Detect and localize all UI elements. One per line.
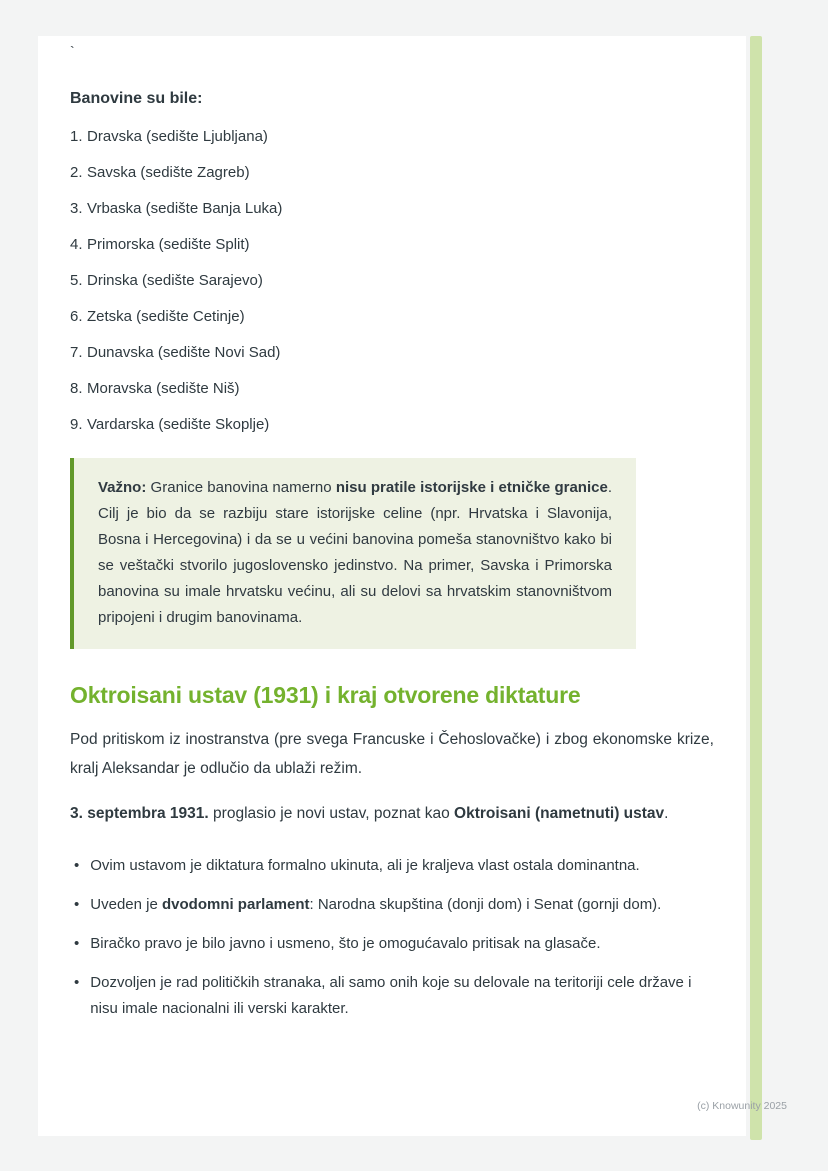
paragraph: Pod pritiskom iz inostranstva (pre svega Francuske i Čehoslovačke) i zbog ekonomske krize, kralj Aleksandar je odlučio da ublaži režim. — [70, 730, 714, 777]
bullet-item — [70, 892, 706, 917]
list-item — [70, 236, 714, 253]
item-number: 8. — [70, 380, 83, 397]
stray-backtick-character: ` — [70, 43, 75, 59]
document-page-card — [38, 36, 746, 1136]
paragraph-text: 3. septembra 1931. proglasio je novi ustav, poznat kao Oktroisani (nametnuti) ustav. — [70, 805, 669, 823]
list-item — [70, 128, 714, 145]
bullet-icon: • — [74, 935, 80, 953]
item-number: 2. — [70, 164, 83, 181]
section-heading: Oktroisani ustav (1931) i kraj otvorene diktature — [70, 681, 581, 708]
bullet-icon: • — [74, 974, 80, 992]
bullet-item — [70, 931, 706, 956]
item-text: Vardarska (sedište Skoplje) — [87, 416, 270, 433]
side-accent-stripe — [750, 36, 762, 1140]
banovine-heading: Banovine su bile: — [70, 90, 203, 107]
item-number: 9. — [70, 416, 83, 433]
item-text: Dunavska (sedište Novi Sad) — [87, 344, 281, 361]
bullet-item — [70, 970, 706, 1020]
list-item — [70, 416, 714, 433]
item-text: Moravska (sedište Niš) — [87, 380, 240, 397]
important-callout — [70, 458, 636, 649]
bullet-text: Uveden je dvodomni parlament: Narodna skupština (donji dom) i Senat (gornji dom). — [90, 896, 662, 914]
bullet-icon: • — [74, 856, 80, 874]
list-item — [70, 272, 714, 289]
bullet-icon: • — [74, 896, 80, 914]
paragraph — [70, 799, 714, 828]
item-number: 4. — [70, 236, 83, 253]
bullet-list — [70, 853, 714, 1021]
bullet-item — [70, 853, 706, 878]
item-text: Zetska (sedište Cetinje) — [87, 308, 245, 325]
item-text: Vrbaska (sedište Banja Luka) — [87, 200, 283, 217]
item-text: Dravska (sedište Ljubljana) — [87, 128, 268, 145]
list-item — [70, 200, 714, 217]
bullet-text: Ovim ustavom je diktatura formalno ukinuta, ali je kraljeva vlast ostala dominantna. — [90, 856, 640, 874]
item-text: Savska (sedište Zagreb) — [87, 164, 250, 181]
item-text: Primorska (sedište Split) — [87, 236, 250, 253]
list-item — [70, 380, 714, 397]
callout-text: Važno: Granice banovina namerno nisu pratile istorijske i etničke granice. Cilj je bio da se razbiju stare istorijske celine (npr. Hrvatska i Slavonija, Bosna i Hercegovina) i da se u većini banovina pomeša stanovništvo kako bi se veštački stvorilo jugoslovensko jedinstvo. Na primer, Savska i Primorska banovina su imale hrvatsku većinu, ali su delovi sa hrvatskim stanovništvom pripojeni i drugim banovinama. — [98, 479, 612, 627]
list-item — [70, 164, 714, 181]
bullet-text: Biračko pravo je bilo javno i usmeno, što je omogućavalo pritisak na glasače. — [90, 935, 601, 953]
copyright-note: (c) Knowunity 2025 — [697, 1100, 787, 1112]
banovine-numbered-list — [70, 128, 714, 433]
item-number: 6. — [70, 308, 83, 325]
item-text: Drinska (sedište Sarajevo) — [87, 272, 263, 289]
item-number: 3. — [70, 200, 83, 217]
item-number: 7. — [70, 344, 83, 361]
bullet-text: Dozvoljen je rad političkih stranaka, ali samo onih koje su delovale na teritoriji cele države i nisu imale nacionalni ili verski karakter. — [90, 974, 692, 1017]
item-number: 1. — [70, 128, 83, 145]
item-number: 5. — [70, 272, 83, 289]
list-item — [70, 308, 714, 325]
list-item — [70, 344, 714, 361]
